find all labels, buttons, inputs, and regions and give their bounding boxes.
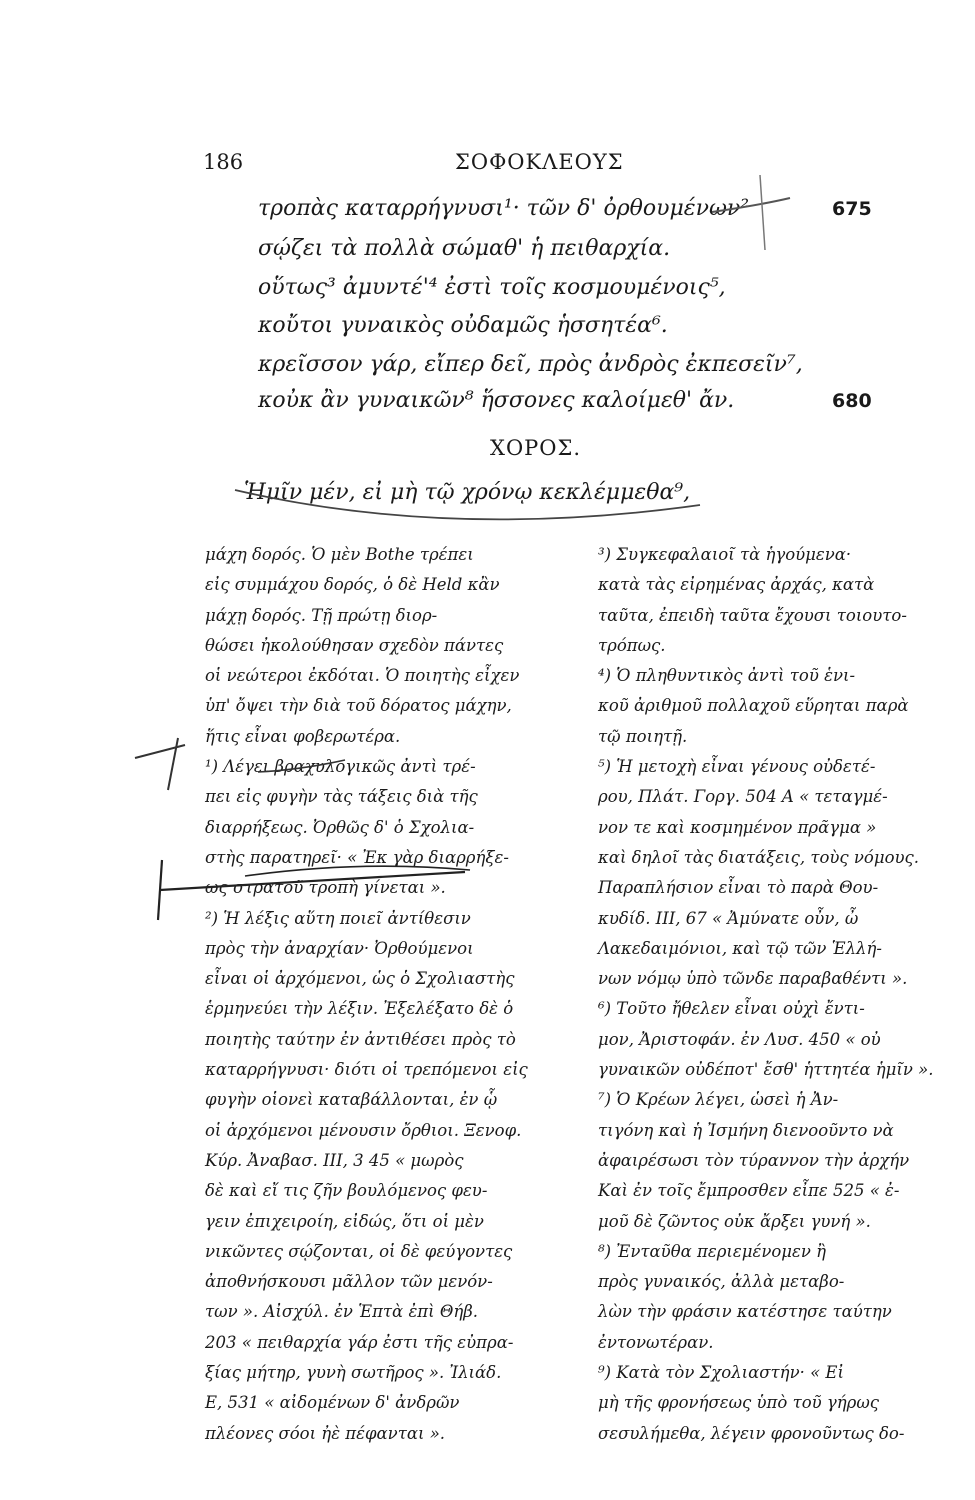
line-number: 675 — [832, 198, 872, 220]
note-line: γειν ἐπιχειροίη, εἰδώς, ὅτι οἱ μὲν — [205, 1211, 484, 1231]
pen-stroke — [160, 872, 465, 890]
note-line: ⁷) Ὁ Κρέων λέγει, ὡσεὶ ἡ Ἀν- — [598, 1090, 839, 1110]
note-line: ἐντονωτέραν. — [598, 1332, 714, 1352]
note-line: σεσυλήμεθα, λέγειν φρονοῦντως δο- — [598, 1423, 905, 1443]
note-line: εἶναι οἱ ἀρχόμενοι, ὡς ὁ Σχολιαστὴς — [205, 969, 515, 989]
note-line: μοῦ δὲ ζῶντος οὐκ ἄρξει γυνή ». — [598, 1211, 871, 1231]
note-line: κατὰ τὰς εἰρημένας ἀρχάς, κατὰ — [598, 575, 875, 595]
note-line: ⁵) Ἡ μετοχὴ εἶναι γένους οὐδετέ- — [598, 757, 876, 777]
verse-line: οὕτως³ ἀμυντέ'⁴ ἐστὶ τοῖς κοσμουμένοις⁵, — [258, 275, 726, 300]
note-line: καταρρήγνυσι· διότι οἱ τρεπόμενοι εἰς — [205, 1060, 528, 1080]
note-line: ὑπ' ὄψει τὴν διὰ τοῦ δόρατος μάχην, — [205, 696, 512, 716]
verse-line: κοὔτοι γυναικὸς οὐδαμῶς ἡσσητέα⁶. — [258, 313, 668, 338]
verse-line: κοὐκ ἂν γυναικῶν⁸ ἥσσονες καλοίμεθ' ἄν. — [258, 388, 735, 413]
note-line: φυγὴν οἱονεὶ καταβάλλονται, ἐν ᾧ — [205, 1090, 498, 1110]
note-line: ἀποθνήσκουσι μᾶλλον τῶν μενόν- — [205, 1272, 493, 1292]
note-line: ⁸) Ἐνταῦθα περιεμένομεν ἢ — [598, 1241, 827, 1261]
verse-line: σῴζει τὰ πολλὰ σώμαθ' ἡ πειθαρχία. — [258, 236, 671, 261]
note-line: μάχη δορός. Ὁ μὲν Bothe τρέπει — [205, 545, 474, 564]
note-line: τρόπως. — [598, 635, 666, 655]
speaker-label: ΧΟΡΟΣ. — [490, 436, 582, 460]
verse-line: κρεῖσσον γάρ, εἴπερ δεῖ, πρὸς ἀνδρὸς ἐκπεσεῖν⁷, — [258, 352, 803, 377]
line-number: 680 — [832, 390, 872, 412]
note-line: ρου, Πλάτ. Γοργ. 504 Α « τεταγμέ- — [598, 787, 888, 807]
note-line: Παραπλήσιον εἶναι τὸ παρὰ Θου- — [598, 878, 879, 898]
pen-stroke — [760, 175, 765, 250]
pen-stroke — [235, 490, 700, 519]
note-line: οἱ νεώτεροι ἐκδόται. Ὁ ποιητὴς εἶχεν — [205, 666, 520, 686]
pen-stroke — [135, 745, 185, 758]
pen-stroke — [168, 738, 178, 790]
note-line: ἑρμηνεύει τὴν λέξιν. Ἐξελέξατο δὲ ὁ — [205, 999, 514, 1019]
chorus-verse: Ἡμῖν μέν, εἰ μὴ τῷ χρόνῳ κεκλέμμεθα⁹, — [244, 480, 691, 505]
note-line: Καὶ ἐν τοῖς ἔμπροσθεν εἶπε 525 « ἐ- — [598, 1181, 900, 1201]
note-line: των ». Αἰσχύλ. ἐν Ἑπτὰ ἐπὶ Θήβ. — [205, 1302, 479, 1322]
note-line: πλέονες σόοι ἠὲ πέφανται ». — [205, 1423, 446, 1443]
note-line: εἰς συμμάχου δορός, ὁ δὲ Held κἂν — [205, 575, 500, 595]
note-line: ⁴) Ὁ πληθυντικὸς ἀντὶ τοῦ ἑνι- — [598, 666, 856, 686]
note-line: νικῶντες σῴζονται, οἱ δὲ φεύγοντες — [205, 1241, 513, 1261]
note-line: ξίας μήτηρ, γυνὴ σωτῆρος ». Ἰλιάδ. — [205, 1363, 502, 1383]
note-line: ⁶) Τοῦτο ἤθελεν εἶναι οὐχὶ ἔντι- — [598, 999, 865, 1019]
running-title: ΣΟΦΟΚΛΕΟΥΣ — [455, 150, 624, 174]
note-line: ¹) Λέγει βραχυλογικῶς ἀντὶ τρέ- — [205, 757, 476, 777]
note-line: διαρρήξεως. Ὀρθῶς δ' ὁ Σχολια- — [205, 817, 475, 837]
note-line: πει εἰς φυγὴν τὰς τάξεις διὰ τῆς — [205, 787, 478, 807]
pen-stroke — [712, 198, 790, 212]
note-line: ποιητὴς ταύτην ἐν ἀντιθέσει πρὸς τὸ — [205, 1029, 516, 1049]
note-line: μὴ τῆς φρονήσεως ὑπὸ τοῦ γήρως — [598, 1393, 880, 1413]
note-line: πρὸς τὴν ἀναρχίαν· Ὀρθούμενοι — [205, 938, 474, 958]
note-line: καὶ δηλοῖ τὰς διατάξεις, τοὺς νόμους. — [598, 847, 920, 867]
note-line: τιγόνη καὶ ἡ Ἰσμήνη διενοοῦντο νὰ — [598, 1120, 894, 1140]
note-line: μον, Ἀριστοφάν. ἐν Λυσ. 450 « οὐ — [598, 1029, 881, 1049]
verse-line: τροπὰς καταρρήγνυσι¹· τῶν δ' ὀρθουμένων² — [258, 196, 750, 221]
note-line: γυναικῶν οὐδέποτ' ἔσθ' ἡττητέα ἡμῖν ». — [598, 1060, 934, 1080]
pen-stroke — [258, 760, 345, 772]
note-line: νων νόμῳ ὑπὸ τῶνδε παραβαθέντι ». — [598, 969, 908, 989]
note-line: μάχῃ δορός. Τῇ πρώτῃ διορ- — [205, 605, 438, 625]
note-line: Ε, 531 « αἰδομένων δ' ἀνδρῶν — [205, 1393, 460, 1413]
note-line: νον τε καὶ κοσμημένον πρᾶγμα » — [598, 817, 877, 837]
note-line: τῷ ποιητῇ. — [598, 726, 688, 746]
note-line: πρὸς γυναικός, ἀλλὰ μεταβο- — [598, 1272, 845, 1292]
note-line: ταῦτα, ἐπειδὴ ταῦτα ἔχουσι τοιουτο- — [598, 605, 907, 625]
note-line: θώσει ἠκολούθησαν σχεδὸν πάντες — [205, 635, 504, 655]
note-line: οἱ ἀρχόμενοι μένουσιν ὄρθιοι. Ξενοφ. — [205, 1120, 522, 1140]
note-line: ἀφαιρέσωσι τὸν τύραννον τὴν ἀρχήν — [598, 1150, 910, 1170]
page-number: 186 — [203, 150, 244, 174]
note-line: ⁹) Κατὰ τὸν Σχολιαστήν· « Εἰ — [598, 1363, 844, 1383]
note-line: λὼν τὴν φράσιν κατέστησε ταύτην — [598, 1302, 892, 1322]
note-line: στὴς παρατηρεῖ· « Ἐκ γὰρ διαρρήξε- — [205, 847, 509, 867]
note-line: κυδίδ. III, 67 « Ἀμύνατε οὖν, ὦ — [598, 908, 859, 928]
note-line: Κύρ. Ἀναβασ. III, 3 45 « μωρὸς — [205, 1150, 464, 1170]
note-line: δὲ καὶ εἴ τις ζῆν βουλόμενος φευ- — [205, 1181, 488, 1201]
note-line: ³) Συγκεφαλαιοῖ τὰ ἡγούμενα· — [598, 545, 852, 564]
note-line: ἥτις εἶναι φοβερωτέρα. — [205, 726, 401, 746]
note-line: 203 « πειθαρχία γάρ ἐστι τῆς εὐπρα- — [205, 1332, 514, 1352]
note-line: Λακεδαιμόνιοι, καὶ τῷ τῶν Ἑλλή- — [598, 938, 882, 958]
note-line: κοῦ ἀριθμοῦ πολλαχοῦ εὕρηται παρὰ — [598, 696, 909, 716]
note-line: ως στρατοῦ τροπὴ γίνεται ». — [205, 878, 446, 898]
note-line: ²) Ἡ λέξις αὕτη ποιεῖ ἀντίθεσιν — [205, 908, 471, 928]
